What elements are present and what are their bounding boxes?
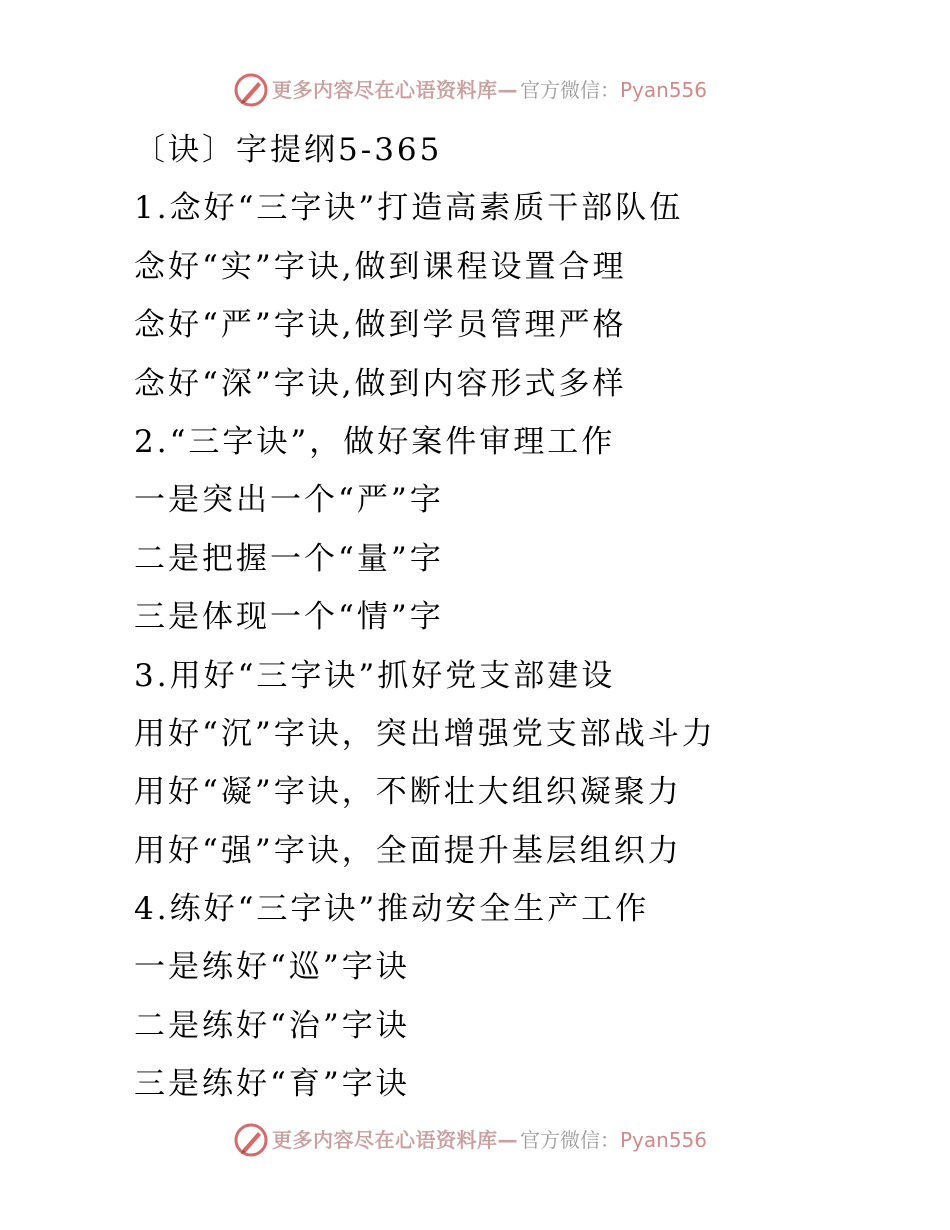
text-line: 一是突出一个“严”字 <box>134 482 444 519</box>
watermark-main-text: 更多内容尽在心语资料库— <box>272 1128 518 1152</box>
footer-watermark <box>0 1120 950 1160</box>
text-line: 二是把握一个“量”字 <box>134 540 444 577</box>
text-line: 二是练好“治”字诀 <box>134 1007 410 1044</box>
watermark-main-text: 更多内容尽在心语资料库— <box>272 78 518 102</box>
document-body <box>134 121 914 1114</box>
section-heading-3: 3.用好“三字诀”抓好党支部建设 <box>134 657 616 694</box>
text-line: 用好“强”字诀，全面提升基层组织力 <box>134 832 682 869</box>
watermark-wechat-id: Pyan556 <box>620 1128 708 1152</box>
watermark-wechat-label: 官方微信： <box>520 1128 620 1152</box>
section-heading-4: 4.练好“三字诀”推动安全生产工作 <box>134 891 650 928</box>
text-line: 三是体现一个“情”字 <box>134 599 444 636</box>
text-line: 用好“凝”字诀，不断壮大组织凝聚力 <box>134 774 682 811</box>
pen-logo-icon <box>233 72 269 108</box>
pen-logo-icon <box>233 1122 269 1158</box>
header-watermark <box>0 70 950 110</box>
text-line: 念好“实”字诀,做到课程设置合理 <box>134 248 627 285</box>
text-line: 念好“深”字诀,做到内容形式多样 <box>134 365 627 402</box>
watermark-text <box>272 76 707 104</box>
section-heading-1: 1.念好“三字诀”打造高素质干部队伍 <box>134 190 684 227</box>
section-heading-2: 2.“三字诀”，做好案件审理工作 <box>134 423 616 460</box>
watermark-wechat-label: 官方微信： <box>520 78 620 102</box>
text-line: 一是练好“巡”字诀 <box>134 949 410 986</box>
document-title: 〔诀〕字提纲5-365 <box>134 132 443 168</box>
watermark-wechat-id: Pyan556 <box>620 78 708 102</box>
text-line: 念好“严”字诀,做到学员管理严格 <box>134 307 627 344</box>
text-line: 用好“沉”字诀，突出增强党支部战斗力 <box>134 715 716 752</box>
watermark-text <box>272 1126 707 1154</box>
text-line: 三是练好“育”字诀 <box>134 1066 410 1103</box>
